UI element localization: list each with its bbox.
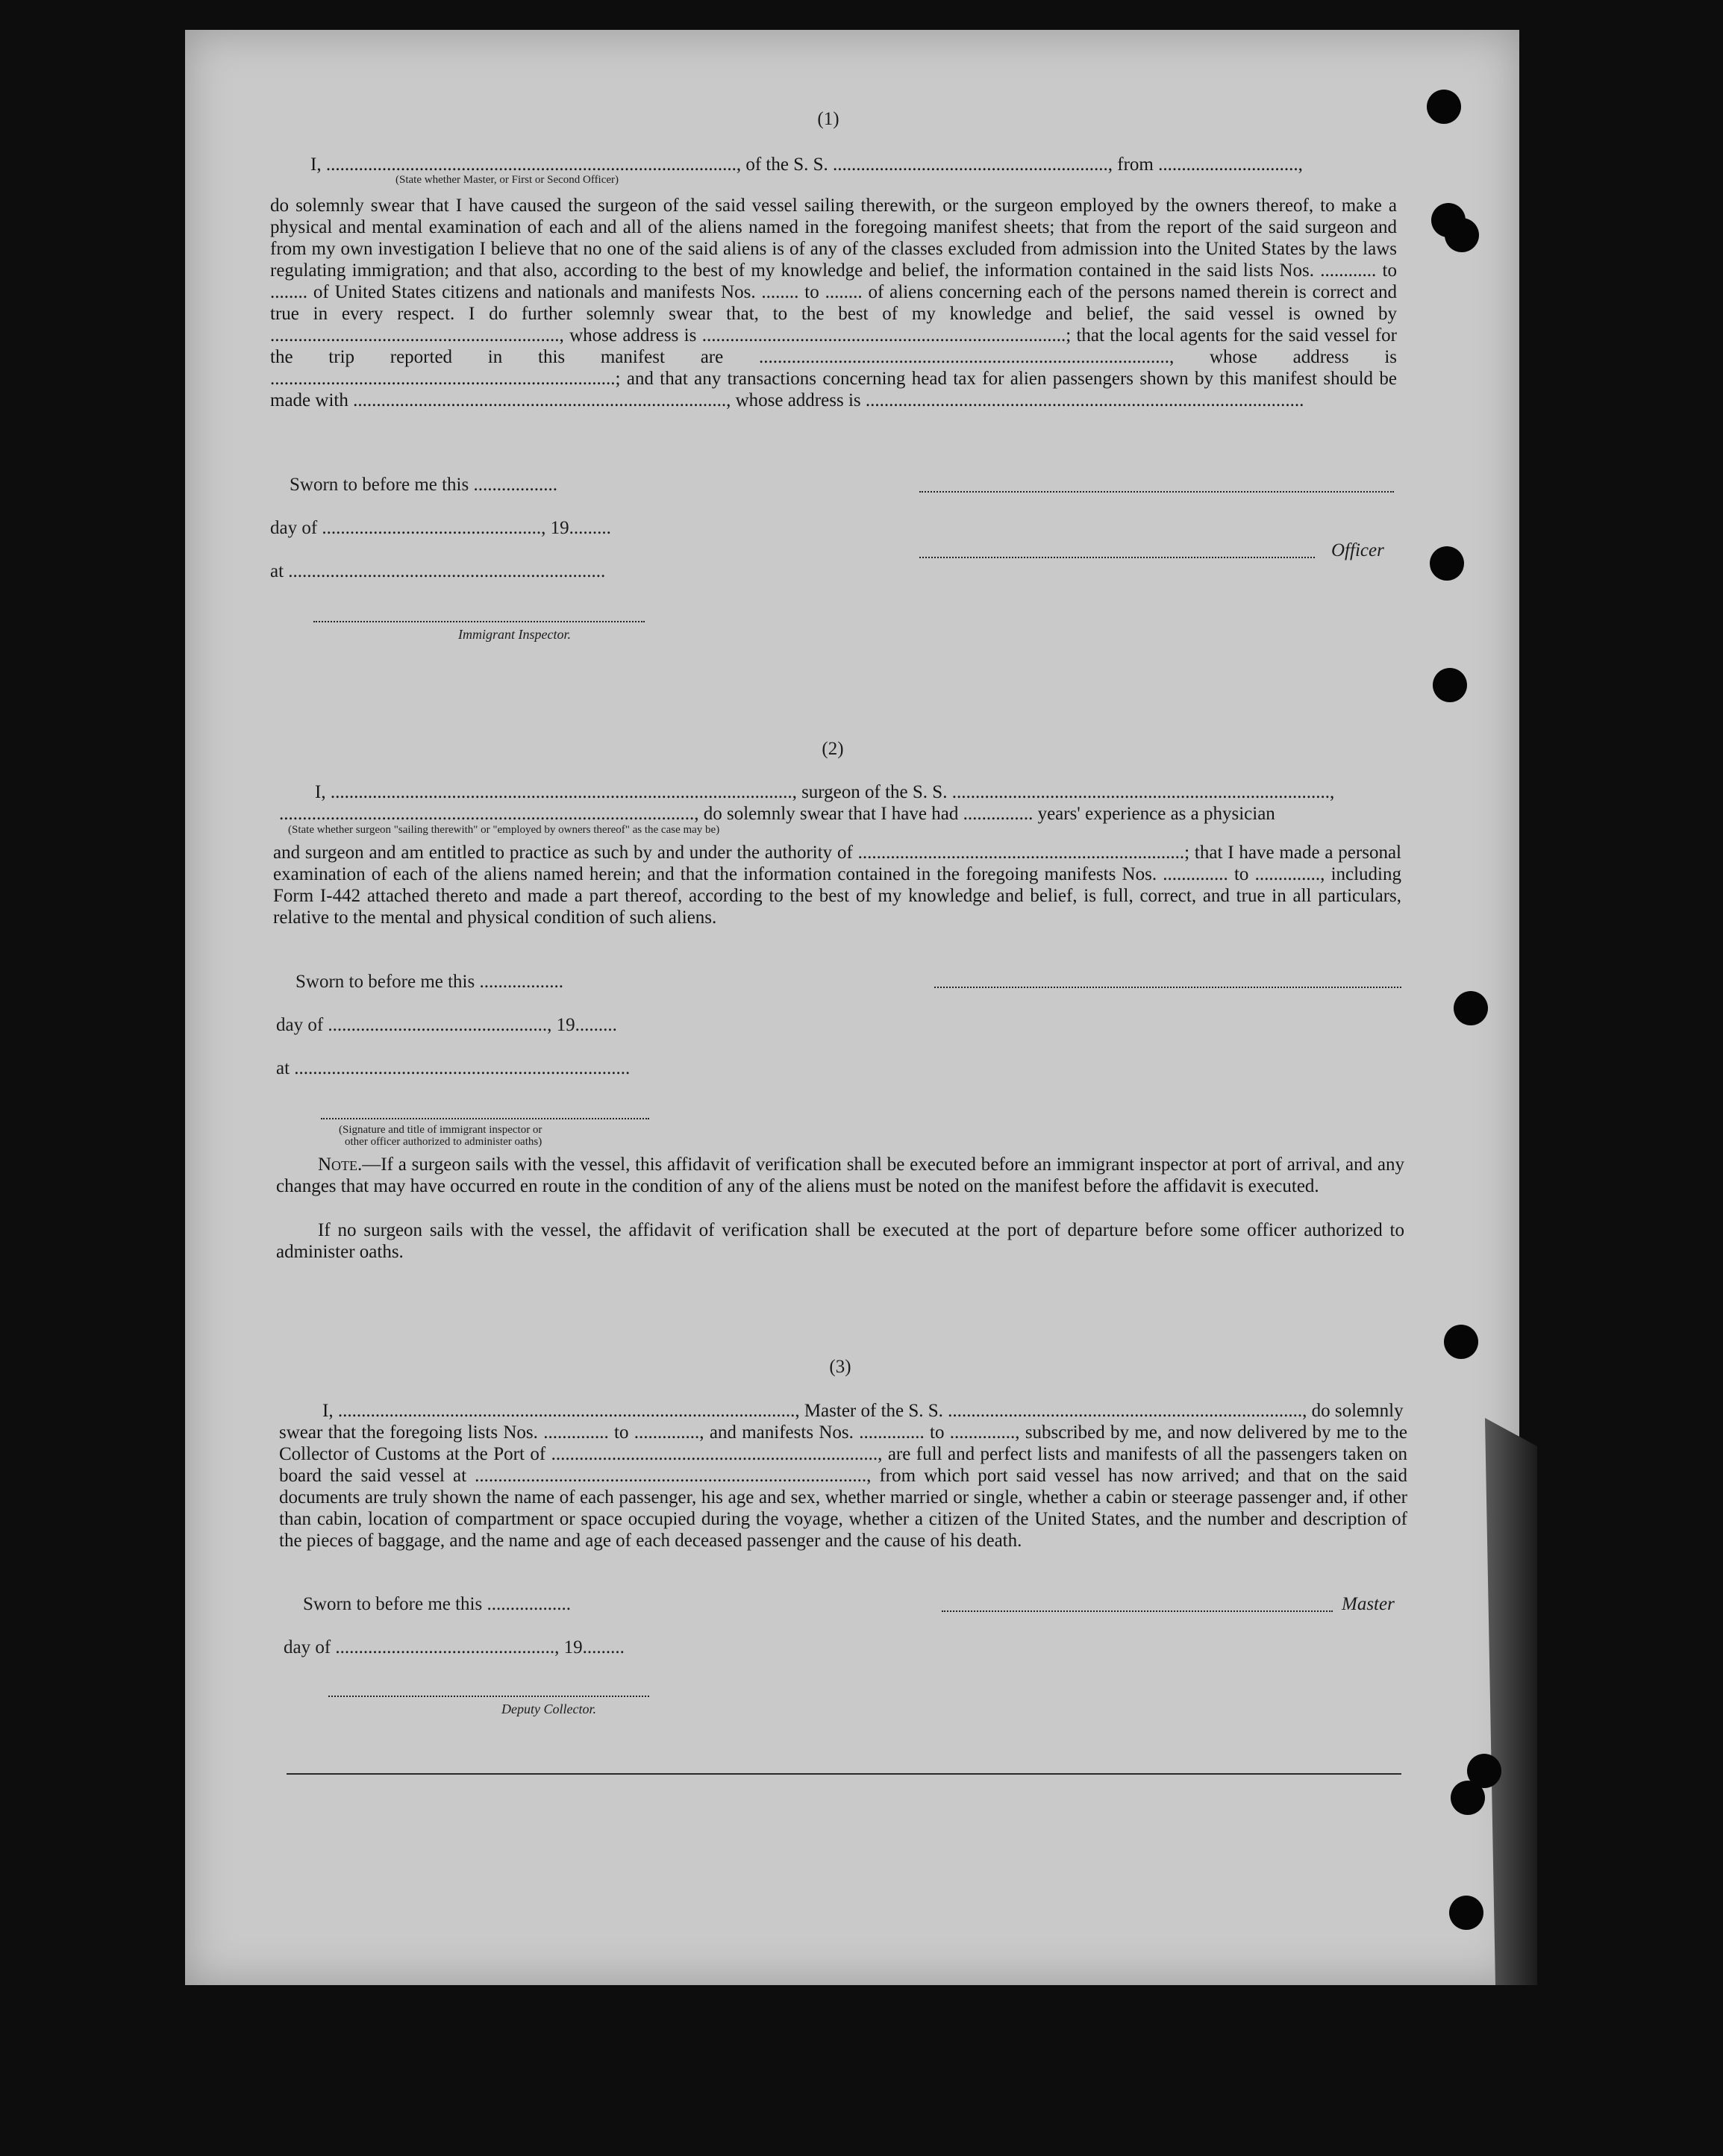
section-3-collector-label: Deputy Collector. bbox=[501, 1702, 596, 1716]
section-1-oath-paragraph: do solemnly swear that I have caused the surgeon of the said vessel sailing therewith, or the surgeon employed by the owners thereof, to make a physical and mental examination of each and all of the aliens named in the foregoing manifest sheets; that from the report of the said surgeon and from my own investigation I believe that no one of the said aliens is of any of the classes excluded from admission into the United States by the laws regulating immigration; and that also, according to the best of my knowledge and belief, the information contained in the said lists Nos. ............ to ........ of United States citizens and nationals and manifests Nos. ........ to ........ of aliens concerning each of the persons named therein is correct and true in every respect. I do further solemnly swear that, to the best of my knowledge and belief, the said vessel is owned by .............................................................., whose address is ..............................................................................; that the local agents for the said vessel for the trip reported in this manifest are ........................................................................................, whose address is ..........................................................................; and that any transactions concerning head tax for alien passengers shown by this manifest should be made with ................................................................................, whose address is .............................................................................................. bbox=[270, 196, 1397, 410]
punch-hole bbox=[1445, 218, 1479, 252]
punch-hole bbox=[1449, 1896, 1483, 1930]
section-1-day-line: day of ..............................................., 19......... bbox=[270, 518, 611, 538]
section-2-surgeon-line: I, ..................................................................................................., surgeon of the S. S. ................................................................................., bbox=[315, 782, 1335, 802]
punch-hole bbox=[1427, 90, 1461, 124]
section-2-note-label: Note. bbox=[318, 1154, 363, 1175]
section-1-sworn-line: Sworn to before me this .................. bbox=[290, 475, 557, 495]
section-2-signature-line bbox=[934, 987, 1401, 988]
punch-hole bbox=[1433, 668, 1467, 702]
section-3-master-label: Master bbox=[1342, 1594, 1395, 1614]
section-1-at-line: at .................................................................... bbox=[270, 561, 606, 581]
section-3-master-signature-line bbox=[942, 1610, 1333, 1612]
section-2-oath-paragraph: and surgeon and am entitled to practice as such by and under the authority of ......................................................................; that I have made a personal examination of each of the aliens named herein; and that the information contained in the foregoing manifests Nos. .............. to .............., including Form I-442 attached thereto and made a part thereof, according to the best of my knowledge and belief, is full, correct, and true in all particulars, relative to the mental and physical condition of such aliens. bbox=[273, 843, 1401, 928]
section-1-number: (1) bbox=[817, 109, 839, 129]
section-2-at-line: at ........................................................................ bbox=[276, 1058, 631, 1078]
punch-hole bbox=[1454, 991, 1488, 1025]
section-1-inspector-label: Immigrant Inspector. bbox=[458, 627, 571, 642]
section-1-signature-line bbox=[919, 491, 1394, 493]
section-3-collector-signature-line bbox=[328, 1696, 649, 1697]
punch-hole bbox=[1444, 1325, 1478, 1359]
section-3-number: (3) bbox=[829, 1357, 851, 1377]
section-2-signature-caption-1: (Signature and title of immigrant inspector or bbox=[339, 1124, 542, 1136]
section-2-experience-line: ........................................................................................., do solemnly swear that I have had ............... years' experience as a physician bbox=[279, 804, 1275, 824]
section-1-officer-label: Officer bbox=[1331, 540, 1384, 560]
section-3-day-line: day of ..............................................., 19......... bbox=[284, 1637, 625, 1657]
section-2-note-text: —If a surgeon sails with the vessel, this affidavit of verification shall be executed before an immigrant inspector at port of arrival, and any changes that may have occurred en route in the condition of any of the aliens must be noted on the manifest before the affidavit is executed. bbox=[276, 1154, 1404, 1196]
section-2-signature-caption-2: other officer authorized to administer oaths) bbox=[345, 1136, 542, 1148]
section-1-officer-caption: (State whether Master, or First or Second Officer) bbox=[395, 174, 619, 186]
section-3-sworn-line: Sworn to before me this .................. bbox=[303, 1594, 571, 1614]
section-1-inspector-signature-line bbox=[313, 621, 645, 622]
section-3-oath-paragraph: swear that the foregoing lists Nos. .............. to .............., and manifests Nos. .............. to .............., subscribed by me, and now delivered by me to the Collector of Customs at the Port of ......................................................................, are full and perfect lists and manifests of all the passengers taken on board the said vessel at ...................................................................................., from which port said vessel has now arrived; and that on the said documents are truly shown the name of each passenger, his age and sex, whether married or single, whether a cabin or steerage passenger and, if other than cabin, location of compartment or space occupied during the voyage, whether a citizen of the United States, and the number and description of the pieces of baggage, and the name and age of each deceased passenger and the cause of his death. bbox=[279, 1422, 1407, 1551]
bottom-rule bbox=[287, 1773, 1401, 1775]
section-2-note bbox=[276, 1154, 1404, 1197]
section-3-master-line: I, .................................................................................................., Master of the S. S. ............................................................................, do solemnly bbox=[322, 1401, 1404, 1421]
punch-hole bbox=[1430, 546, 1464, 581]
section-2-inspector-signature-line bbox=[321, 1118, 649, 1119]
section-1-officer-line-blank bbox=[919, 557, 1315, 558]
section-2-number: (2) bbox=[822, 739, 844, 759]
section-2-day-line: day of ..............................................., 19......... bbox=[276, 1015, 617, 1035]
section-2-note-2: If no surgeon sails with the vessel, the affidavit of verification shall be executed at the port of departure before some officer authorized to administer oaths. bbox=[276, 1220, 1404, 1262]
punch-hole bbox=[1451, 1781, 1485, 1815]
section-2-sworn-line: Sworn to before me this .................. bbox=[295, 972, 563, 992]
section-2-surgeon-caption: (State whether surgeon "sailing therewith" or "employed by owners thereof" as the case may be) bbox=[288, 824, 720, 836]
section-1-officer-line: I, ........................................................................................, of the S. S. ..........................................................., from .............................., bbox=[310, 154, 1303, 175]
